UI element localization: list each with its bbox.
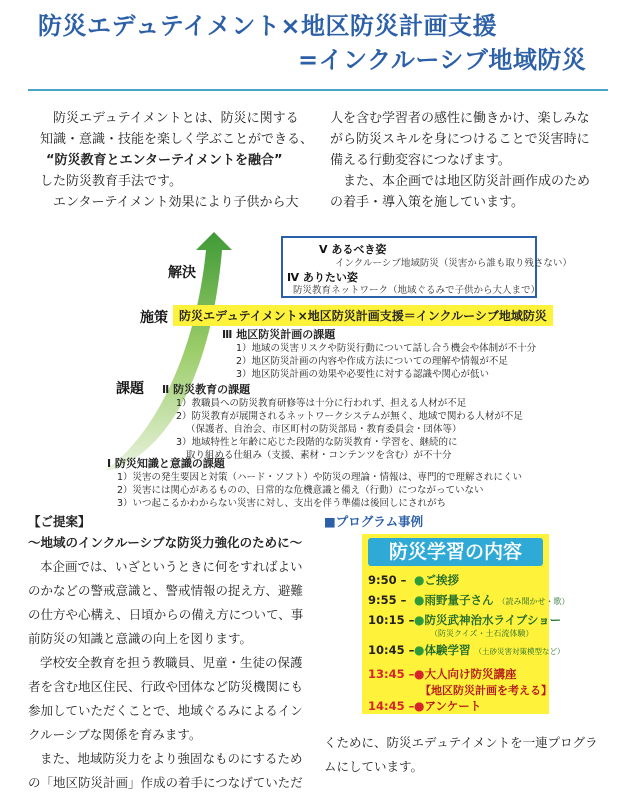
program-time: 10:45 – [368, 643, 415, 657]
page-title-line1: 防災エデュテイメント×地区防災計画支援 [38, 12, 497, 40]
program-sub: （読み聞かせ・歌） [497, 597, 570, 606]
proposal-heading: 【ご提案】 [28, 514, 91, 529]
program-item [368, 592, 570, 608]
program-item [368, 642, 565, 658]
program-time: 9:50 – [368, 573, 407, 587]
program-tail-line: ムにしています。 [324, 759, 424, 774]
program-title: 体験学習 [424, 643, 471, 657]
program-time: 13:45 – [368, 667, 415, 681]
proposal-line: クルーシブな関係を育みます。 [28, 727, 202, 742]
proposal-line: 学校安全教育を担う教職員、児童・生徒の保護 [40, 655, 303, 670]
program-box-title: 防災学習の内容 [368, 538, 543, 566]
intro-right-line: 備える行動変容につなげます。 [330, 153, 511, 168]
level2-item: 2）防災教育が展開されるネットワークシステムが無く、地域で関わる人材が不足 [176, 411, 523, 422]
program-item [368, 666, 552, 698]
level1-title: Ⅰ 防災知識と意識の課題 [107, 457, 225, 470]
program-heading: ■プログラム事例 [324, 514, 424, 529]
program-time: 10:15 – [368, 613, 415, 627]
program-tail-line: くために、防災エデュテイメントを一連プログラ [324, 735, 598, 750]
program-box [362, 534, 570, 714]
level2-item: 3）地域特性と年齢に応じた段階的な防災教育・学習を、継続的に [176, 437, 458, 448]
level3-item: 1）地域の災害リスクや防災行動について話し合う機会や体制が不十分 [236, 343, 537, 354]
level3-item: 3）地区防災計画の効果や必要性に対する認識や関心が低い [236, 369, 490, 380]
program-time: 9:55 – [368, 593, 407, 607]
measure-banner: 防災エデュテイメント×地区防災計画支援＝インクルーシブ地域防災 [173, 305, 553, 326]
intro-right-line: また、本企画では地区防災計画作成のため [343, 174, 591, 189]
bullet-dot-icon: ● [414, 613, 425, 627]
level2-title: Ⅱ 防災教育の課題 [162, 383, 251, 396]
intro-left-line: した防災教育手法です。 [40, 174, 182, 189]
proposal-line: の「地区防災計画」作成の着手につなげていただ [28, 775, 303, 790]
bullet-dot-icon: ● [414, 699, 425, 713]
intro-right-line: がら防災スキルを身につけることで災害時に [330, 132, 590, 147]
level2-item: 1）教職員への防災教育研修等は十分に行われず、担える人材が不足 [176, 398, 467, 409]
level1-item: 3）いつ起こるかわからない災害に対し、支出を伴う準備は後回しにされがち [117, 498, 447, 509]
program-tail [324, 731, 598, 779]
program-sub: （防災クイズ・土石流体験） [430, 629, 534, 638]
proposal-line: の仕方や心構え、日頃からの備え方について、事 [28, 607, 304, 622]
intro-left-line: “防災教育とエンターテイメントを融合” [46, 153, 283, 168]
level2-item: （保護者、自治会、市区町村の防災部局・教育委員会・団体等） [186, 424, 462, 435]
level2-item: 取り組める仕組み（支援、素材・コンテンツを含む）が不十分 [186, 450, 452, 461]
proposal-line: 者を含む地区住民、行政や団体など防災機関にも [28, 679, 304, 694]
goal5-desc: インクルーシブ地域防災（災害から誰も取り残さない） [335, 258, 572, 269]
intro-right-line: 人を含む学習者の感性に働きかけ、楽しみな [330, 111, 590, 126]
goal4-desc: 防災教育ネットワーク（地域ぐるみで子供から大人まで） [293, 285, 541, 296]
intro-left-line: エンターテイメント効果により子供から大 [53, 195, 299, 210]
program-time: 14:45 – [368, 699, 415, 713]
proposal-line: また、地域防災力をより強固なものにするため [40, 751, 303, 766]
level3-title: Ⅲ 地区防災計画の課題 [222, 328, 336, 341]
proposal-subtitle: ～地域のインクルーシブな防災力強化のために～ [28, 535, 303, 550]
intro-left-line: 防災エデュテイメントとは、防災に関する [53, 111, 299, 126]
proposal-body [28, 555, 303, 795]
stage-label-issue: 課題 [116, 381, 144, 397]
bullet-dot-icon: ● [414, 643, 425, 657]
level1-item: 1）災害の発生要因と対策（ハード・ソフト）や防災の理論・情報は、専門的で理解されにくい [117, 472, 523, 483]
program-title: 雨野量子さん [424, 593, 494, 607]
goal4-title: Ⅳ ありたい姿 [287, 271, 358, 284]
program-title: アンケート [424, 699, 482, 713]
proposal-line: 参加していただくことで、地域ぐるみによるイン [28, 703, 303, 718]
level3-item: 2）地区防災計画の内容や作成方法についての理解や情報が不足 [236, 356, 508, 367]
goal5-title: Ⅴ あるべき姿 [319, 243, 387, 256]
issue-level2 [162, 381, 523, 462]
bullet-dot-icon: ● [414, 573, 425, 587]
program-item [368, 698, 481, 714]
page-title-line2: =インクルーシブ地域防災 [298, 46, 587, 74]
program-item [368, 612, 561, 639]
issue-level3 [222, 326, 536, 381]
intro-left-line: 知識・意識・技能を楽しく学ぶことができる、 [40, 132, 314, 147]
program-title: ご挨拶 [424, 573, 459, 587]
program-sub: （土砂災害対策模型など） [474, 647, 565, 656]
program-title: 大人向け防災講座 [424, 667, 517, 681]
proposal-line: 前防災の知識と意識の向上を図ります。 [28, 631, 253, 646]
program-item [368, 572, 459, 588]
program-title: 防災武神治水ライブショー [424, 613, 562, 627]
level1-item: 2）災害には関心があるものの、日常的な危機意識と備え（行動）につながっていない [117, 485, 484, 496]
proposal-line: 本企画では、いざというときに何をすればよい [40, 559, 303, 574]
stage-label-measure: 施策 [140, 310, 168, 326]
bullet-dot-icon: ● [414, 667, 425, 681]
bullet-dot-icon: ● [414, 593, 425, 607]
issue-level1 [107, 455, 522, 510]
stage-label-solution: 解決 [168, 265, 196, 281]
intro-right-line: の着手・導入策を施しています。 [330, 195, 524, 210]
goals-box [281, 236, 572, 298]
program-sub: 【地区防災計画を考える】 [420, 684, 552, 697]
proposal-line: のかなどの警戒意識と、警戒情報の捉え方、避難 [28, 583, 304, 598]
